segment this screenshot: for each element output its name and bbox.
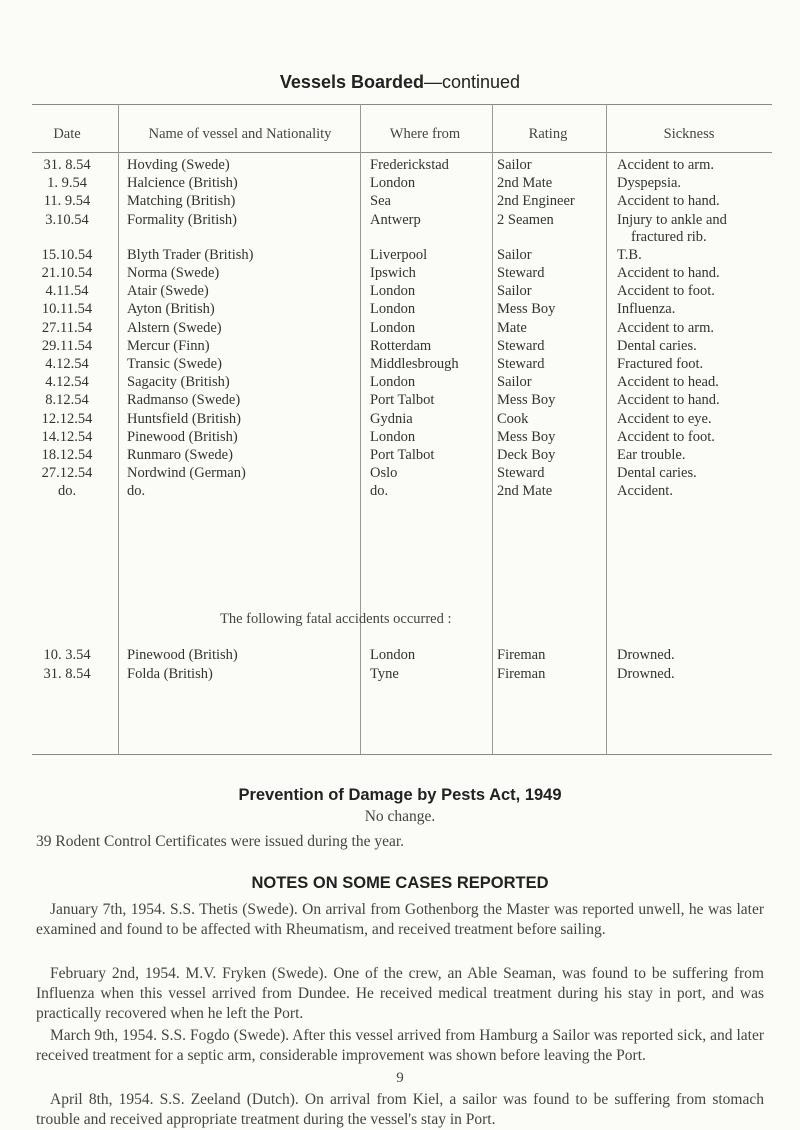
note-paragraph: January 7th, 1954. S.S. Thetis (Swede). On arrival from Gothenborg the Master was reported unwell, he was later examined and found to be affected with Rheumatism, and received treatment before sailing. <box>36 901 764 938</box>
cell-rating: Sailor <box>497 246 532 263</box>
cell-sickness: Accident to arm. <box>617 157 715 173</box>
page-number: 9 <box>396 1070 404 1086</box>
cell-rating: Mess Boy <box>497 428 556 445</box>
cell-rating: Steward <box>497 265 545 281</box>
cell-vessel: Matching (British) <box>127 193 236 210</box>
cell-vessel: Formality (British) <box>127 211 237 228</box>
cell-rating: Steward <box>497 337 545 354</box>
cell-where: Gydnia <box>370 410 413 427</box>
cell-date: 3.10.54 <box>45 211 89 228</box>
cell-vessel: Pinewood (British) <box>127 647 238 663</box>
cell-where: Port Talbot <box>370 392 435 409</box>
header-sickness: Sickness <box>663 126 715 142</box>
cell-date: 15.10.54 <box>41 246 93 263</box>
cell-where: Liverpool <box>370 246 428 263</box>
cell-sickness: Accident to hand. <box>617 193 720 210</box>
cell-sickness: Dental caries. <box>617 337 697 354</box>
cell-date: 8.12.54 <box>45 392 89 409</box>
cell-date: 11. 9.54 <box>43 193 91 210</box>
header-vessel: Name of vessel and Nationality <box>148 126 332 142</box>
cell-rating: Mess Boy <box>497 301 556 318</box>
cell-date: 31. 8.54 <box>43 665 91 682</box>
cell-date: 10.11.54 <box>41 301 93 318</box>
cell-date: 27.11.54 <box>41 319 93 336</box>
cell-sickness: Drowned. <box>617 665 675 682</box>
cell-where: Middlesbrough <box>370 356 459 372</box>
page-title-main: Vessels Boarded <box>279 72 424 92</box>
cell-date: 14.12.54 <box>41 428 93 445</box>
cell-sickness: Accident to hand. <box>617 392 720 409</box>
cell-sickness: Ear trouble. <box>617 447 686 463</box>
cell-rating: 2nd Engineer <box>497 193 575 210</box>
column-divider <box>360 104 361 754</box>
cell-where: do. <box>370 483 389 500</box>
page-title <box>0 72 800 93</box>
cell-date: do. <box>57 483 77 500</box>
cell-sickness: Dyspepsia. <box>617 175 682 192</box>
cell-where: Antwerp <box>370 211 421 228</box>
cell-where: Sea <box>370 193 391 210</box>
cell-vessel: Folda (British) <box>127 665 213 682</box>
cell-vessel: Transic (Swede) <box>127 356 222 372</box>
cell-rating: 2nd Mate <box>497 483 553 500</box>
cell-rating: Fireman <box>497 647 546 663</box>
cell-where: London <box>370 301 416 318</box>
cell-date: 29.11.54 <box>41 337 93 354</box>
cell-sickness: Accident to head. <box>617 374 719 391</box>
cell-where: London <box>370 283 416 300</box>
page-title-continued: —continued <box>424 72 521 92</box>
cell-where: Ipswich <box>370 265 416 281</box>
cell-where: Tyne <box>370 665 399 682</box>
cell-date: 10. 3.54 <box>43 647 91 663</box>
cell-vessel: Ayton (British) <box>127 301 215 318</box>
cell-rating: Cook <box>497 410 529 427</box>
cell-vessel: Huntsfield (British) <box>127 410 241 427</box>
cell-sickness: Dental caries. <box>617 465 697 482</box>
cell-vessel: Pinewood (British) <box>127 428 238 445</box>
cell-vessel: Sagacity (British) <box>127 374 230 391</box>
cell-date: 21.10.54 <box>41 265 93 281</box>
cell-rating: Sailor <box>497 374 532 391</box>
cell-rating: Fireman <box>497 665 546 682</box>
cell-sickness: Accident. <box>617 483 673 500</box>
cell-rating: 2 Seamen <box>497 211 554 228</box>
cell-date: 4.12.54 <box>45 356 89 372</box>
cell-date: 4.11.54 <box>45 283 89 300</box>
table-header-rule <box>32 152 772 153</box>
cell-rating: Deck Boy <box>497 447 556 463</box>
cell-vessel: Halcience (British) <box>127 175 238 192</box>
cell-sickness: Accident to foot. <box>617 428 715 445</box>
cell-where: London <box>370 428 416 445</box>
cell-where: Port Talbot <box>370 447 435 463</box>
header-where-from: Where from <box>389 126 461 142</box>
cell-where: Frederickstad <box>370 157 449 173</box>
cell-where: London <box>370 647 416 663</box>
cell-rating: Sailor <box>497 157 532 173</box>
cell-vessel: Norma (Swede) <box>127 265 220 281</box>
column-divider <box>118 104 119 754</box>
cell-vessel: Atair (Swede) <box>127 283 209 300</box>
note-paragraph: March 9th, 1954. S.S. Fogdo (Swede). After this vessel arrived from Hamburg a Sailor was reported sick, and later received treatment for a septic arm, considerable improvement was shown before leaving the Port. <box>36 1027 764 1064</box>
column-divider <box>606 104 607 754</box>
cell-rating: Mate <box>497 319 527 336</box>
table-bottom-rule <box>32 754 772 755</box>
cell-where: Rotterdam <box>370 337 432 354</box>
cell-vessel: Mercur (Finn) <box>127 337 210 354</box>
cell-rating: Steward <box>497 356 545 372</box>
cell-date: 1. 9.54 <box>47 175 87 192</box>
note-paragraph: April 8th, 1954. S.S. Zeeland (Dutch). On arrival from Kiel, a sailor was found to be suffering from stomach trouble and received appropriate treatment during the vessel's stay in Port. <box>36 1091 764 1128</box>
cell-date: 12.12.54 <box>41 410 93 427</box>
column-divider <box>492 104 493 754</box>
cell-rating: 2nd Mate <box>497 175 553 192</box>
cell-sickness: T.B. <box>617 246 642 263</box>
notes-section-title: NOTES ON SOME CASES REPORTED <box>251 874 549 892</box>
table-top-rule <box>32 104 772 105</box>
cell-date: 27.12.54 <box>41 465 93 482</box>
cell-date: 31. 8.54 <box>43 157 91 173</box>
cell-where: London <box>370 319 416 336</box>
cell-sickness: Drowned. <box>617 647 675 663</box>
cell-sickness: Accident to hand. <box>617 265 720 281</box>
pests-section-title: Prevention of Damage by Pests Act, 1949 <box>238 786 562 804</box>
note-paragraph: February 2nd, 1954. M.V. Fryken (Swede). One of the crew, an Able Seaman, was found to be suffering from Influenza when this vessel arrived from Dundee. He received medical treatment during his stay in port, and was practically recovered when he left the Port. <box>36 965 764 1022</box>
cell-vessel: Hovding (Swede) <box>127 157 230 173</box>
header-date: Date <box>53 126 81 142</box>
pests-no-change: No change. <box>364 808 436 825</box>
fatal-accidents-note: The following fatal accidents occurred : <box>220 611 452 627</box>
cell-vessel: Nordwind (German) <box>127 465 246 482</box>
cell-rating: Mess Boy <box>497 392 556 409</box>
cell-sickness: Accident to foot. <box>617 283 715 300</box>
cell-sickness: Influenza. <box>617 301 676 318</box>
header-rating: Rating <box>528 126 568 142</box>
cell-vessel: Radmanso (Swede) <box>127 392 241 409</box>
cell-vessel: Blyth Trader (British) <box>127 246 254 263</box>
cell-sickness: Fractured foot. <box>617 356 704 372</box>
cell-sickness: Injury to ankle and <box>617 211 727 228</box>
cell-date: 18.12.54 <box>41 447 93 463</box>
cell-vessel: Alstern (Swede) <box>127 319 222 336</box>
cell-sickness: Accident to eye. <box>617 410 712 427</box>
cell-vessel: Runmaro (Swede) <box>127 447 233 463</box>
cell-rating: Sailor <box>497 283 532 300</box>
cell-date: 4.12.54 <box>45 374 89 391</box>
cell-where: London <box>370 374 416 391</box>
cell-where: London <box>370 175 416 192</box>
cell-rating: Steward <box>497 465 545 482</box>
cell-where: Oslo <box>370 465 398 482</box>
cell-vessel: do. <box>127 483 146 500</box>
cell-sickness-continued: fractured rib. <box>631 228 707 245</box>
pests-certificates-text: 39 Rodent Control Certificates were issued during the year. <box>36 833 405 850</box>
cell-sickness: Accident to arm. <box>617 319 715 336</box>
